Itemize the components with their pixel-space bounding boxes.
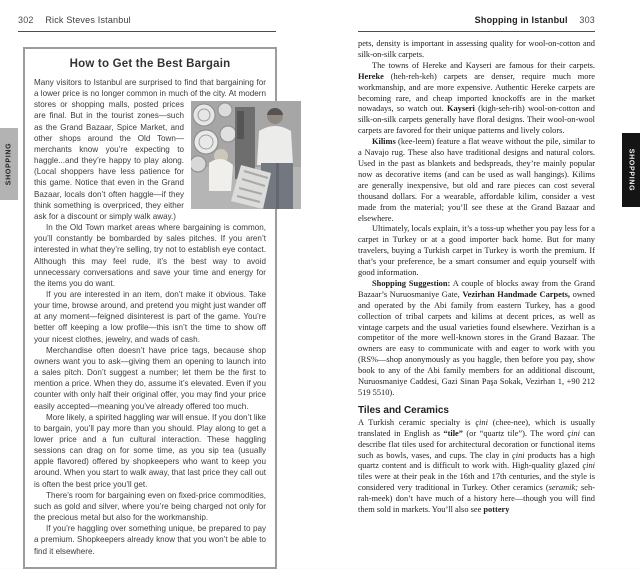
paragraph: [358, 137, 595, 224]
paragraph: In the Old Town market areas where bargaining is common, you’ll constantly be bombarded by sales pitches. If you aren’t interested in what they’re selling, try not to establish eye contact. Although this may feel rude, it’s the best way to avoid unnecessary conversations and save your time and energy for the items you do want.: [34, 223, 266, 288]
left-shopping-tab: [0, 128, 18, 200]
text-segment: Ultimately, locals explain, it’s a toss-up whether you pay less for a carpet in Turkey or at a good importer back home. But for many travelers, buying a Turkish carpet in Turkey is worth the premium. If that’s your preference, be a smart consumer and equip yourself with good information.: [358, 224, 595, 278]
text-segment: (kee-leem) feature a flat weave without the pile, similar to a Navajo rug. These also have traditional designs and natural colors. Used in the past as blankets and bedspreads, they’re mainly popular now as decorative items (and can be used as wall hangings). Kilims are generally inexpensive, but old and rare pieces can cost several thousand dollars. For a wearable, affordable kilim, consider a vest made from the material; you’ll see these at the Grand Bazaar and elsewhere.: [358, 137, 595, 223]
text-segment: çini: [567, 428, 580, 438]
left-running-head: Rick Steves Istanbul: [45, 15, 131, 25]
section-heading: Tiles and Ceramics: [358, 404, 449, 416]
paragraph: [34, 77, 266, 222]
text-segment: Hereke: [358, 71, 384, 81]
right-tab-label: SHOPPING: [627, 148, 635, 192]
text-segment: Shopping Suggestion:: [372, 278, 451, 288]
text-segment: “tile”: [443, 428, 463, 438]
text-segment: çini: [512, 450, 525, 460]
right-shopping-tab: [622, 133, 640, 207]
left-page-number: 302: [18, 15, 34, 25]
right-header-rule: [358, 31, 595, 32]
text-segment: modern stores or shopping malls, posted prices are final. But in the tourist zones—such as the Grand Bazaar, Spice Market, and other shops around the Old Town—merchants know you’re expecting to haggle...and they’re happy to play along. (Local shoppers have less patience for this game. Notice that even in the Grand Bazaar, locals don’t often haggle—if they think something is overpriced, they either ask for a discount or simply walk away.): [34, 89, 266, 221]
right-running-head: Shopping in Istanbul: [474, 15, 568, 25]
text-segment: A Turkish ceramic specialty is: [358, 417, 476, 427]
text-segment: pottery: [483, 505, 510, 515]
text-segment: çini: [475, 417, 488, 427]
right-page-number: 303: [579, 15, 595, 25]
text-segment: Vezirhan Handmade Carpets,: [462, 289, 570, 299]
paragraph: [358, 418, 595, 516]
paragraph: [358, 61, 595, 137]
text-segment: Kilims: [372, 137, 396, 147]
bargain-sidebar-box: [23, 47, 277, 569]
text-segment: owned and operated by the Abi family from eastern Turkey, has a good collection of tribal carpets and kilims at decent prices, as well as vintage carpets and the usual varieties found elsewhere. Vezirhan is a competitor of the more well-known stores in the Grand Bazaar. The owners are easy to communicate with and eager to work with you (RS%—shop anonymously as you haggle, then before you pay, show book to any of the Abi family members for an additional discount, Nuruosmaniye Caddesi, Gazi Sinan Paşa Sokak, Vezirhan 1, +90 212 519 5510).: [358, 289, 595, 397]
text-segment: pets, density is important in assessing quality for wool-on-cotton and silk-on-silk carpets.: [358, 39, 595, 59]
paragraph: Merchandise often doesn’t have price tags, because shop owners want you to ask—giving them an opening to launch into a sales pitch. Don’t suggest a number; let them be the first to mention a price. When they do, assume it’s elevated. Even if you counter with only half their original offer, you may find your price easily accepted—meaning you’ve already offered too much.: [34, 345, 266, 411]
paragraph: [358, 39, 595, 61]
text-segment: seramik;: [548, 483, 578, 493]
left-header-rule: [18, 31, 276, 32]
text-segment: (chee-nee), which is usually translated in English as: [358, 417, 596, 438]
right-page-header: [358, 15, 595, 25]
text-segment: Kayseri: [446, 104, 475, 114]
left-page-header: [18, 15, 276, 25]
text-segment: can describe flat tiles used for architectural decoration or functional items such as bowls, vases, and cups. The clay in: [358, 428, 595, 460]
paragraph: [358, 279, 595, 399]
paragraph: [358, 224, 595, 279]
sidebar-paragraphs: [34, 222, 266, 557]
text-segment: products has a high quartz content and is difficult to work with. High-quality glazed: [358, 450, 595, 471]
text-segment: tiles were at their peak in the 16th and 17th centuries, and the style is considered very traditional in Turkey. Other ceramics (: [358, 472, 595, 493]
text-segment: seh-rah-meek) don’t have much of a history here—though you will find them sold in markets. You’ll also see: [358, 483, 595, 515]
text-segment: A couple of blocks away from the Grand Bazaar’s Nuruosmaniye Gate,: [358, 278, 595, 299]
text-segment: (kigh-seh-rih) wool-on-cotton and silk-on-silk carpets generally have floral designs. Their wool-on-wool carpets are favored for their unique patterns and lively colors.: [358, 104, 595, 136]
paragraph: If you’re haggling over something unique, be prepared to pay a premium. Shopkeepers already know that you won’t be able to find it elsewhere.: [34, 524, 266, 556]
bargaining-photo: [191, 101, 301, 209]
text-segment: (heh-reh-keh) carpets are denser, require much more workmanship, and are more expensive. Authentic Hereke carpets are becoming rare, and cheap imported knockoffs are in the market nowadays, so watch out.: [358, 71, 595, 114]
paragraph: There’s room for bargaining even on fixed-price commodities, such as gold and silver, where you’re being charged not only for the precious metal but also for the workmanship.: [34, 490, 266, 523]
sidebar-body: [34, 77, 266, 557]
text-segment: (or “quartz tile”). The word: [462, 428, 568, 438]
sidebar-title: How to Get the Best Bargain: [69, 58, 231, 70]
left-tab-label: SHOPPING: [5, 142, 13, 186]
text-segment: çini: [582, 461, 595, 471]
right-page-body: [358, 39, 595, 516]
paragraph: More likely, a spirited haggling war will ensue. If you don’t like to bargain, you’ll pay more than you should. Play along to get a lower price and a fun cultural interaction. These haggling sessions can drag on for some time, as you sip tea (usually apple flavored) offered by shopkeepers who want to keep you around. When you start to walk away, that last price they call out is often the best price you’ll get.: [34, 412, 266, 489]
paragraph: If you are interested in an item, don’t make it obvious. Take your time, browse around, and pretend you might just wander off at any moment—feigned disinterest is part of the game. You’re better off keeping a low profile—this isn’t the time to show off your nicest clothes, jewelry, and wads of cash.: [34, 289, 266, 344]
text-segment: Many visitors to Istanbul are surprised to find that bargaining for a lower price is no longer common in much of the city. At: [34, 78, 266, 99]
text-segment: The towns of Hereke and Kayseri are famous for their carpets.: [372, 60, 595, 70]
photo-illustration: [191, 101, 301, 209]
